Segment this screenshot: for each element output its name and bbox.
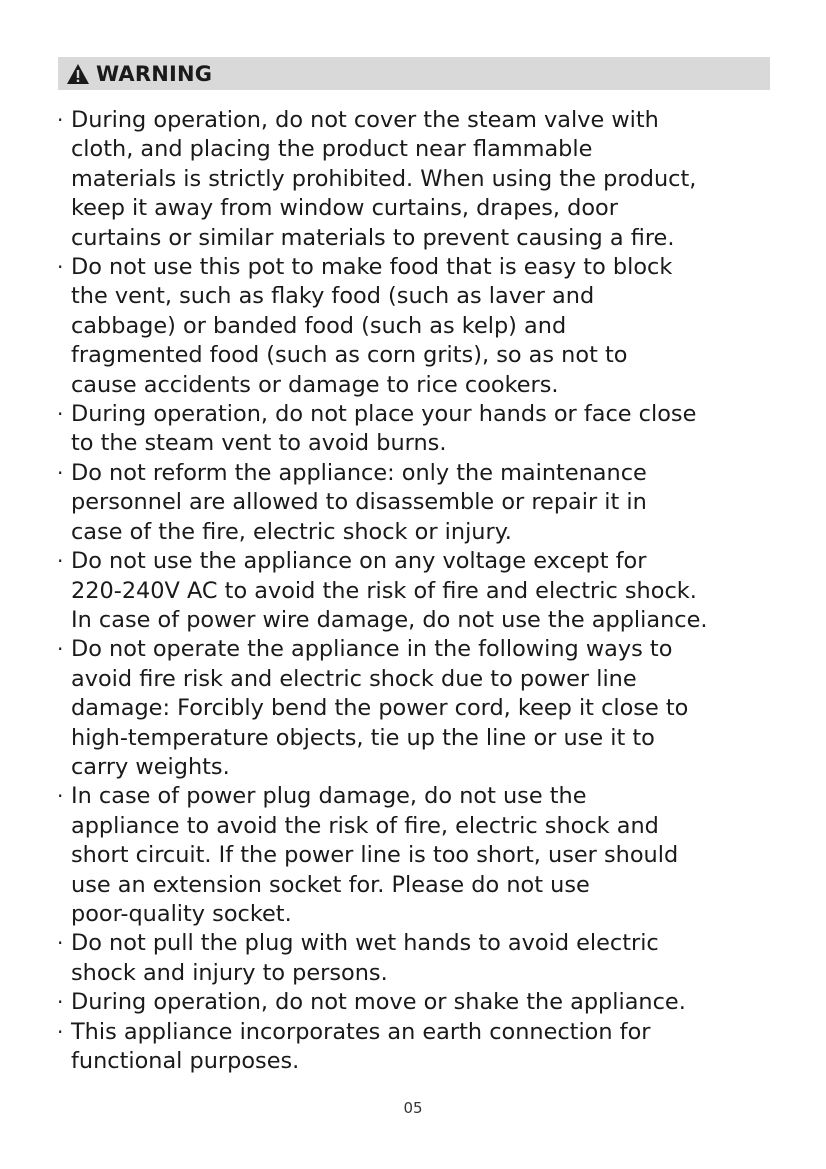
bullet-icon: · xyxy=(57,637,64,662)
list-item xyxy=(56,253,786,400)
list-item-text-line: In case of power plug damage, do not use the xyxy=(71,783,587,810)
bullet-icon: · xyxy=(57,549,64,574)
list-item-text-line: cloth, and placing the product near flammable xyxy=(71,136,593,163)
list-item-text-line: Do not operate the appliance in the following ways to xyxy=(71,636,673,663)
list-item-text-line: In case of power wire damage, do not use the appliance. xyxy=(71,606,708,633)
list-item-text-line: 220-240V AC to avoid the risk of fire and electric shock. xyxy=(71,577,697,604)
bullet-icon: · xyxy=(57,784,64,809)
list-item-text-line: cause accidents or damage to rice cookers. xyxy=(71,371,559,398)
list-item-text-line: appliance to avoid the risk of fire, electric shock and xyxy=(71,812,659,839)
list-item-text-line: personnel are allowed to disassemble or repair it in xyxy=(71,489,647,516)
list-item xyxy=(56,400,786,459)
list-item-text-line: to the steam vent to avoid burns. xyxy=(71,430,447,457)
list-item-text-line: Do not use the appliance on any voltage except for xyxy=(71,548,647,575)
list-item-text-line: damage: Forcibly bend the power cord, keep it close to xyxy=(71,695,689,722)
bullet-icon: · xyxy=(57,1019,64,1044)
list-item-text-line: materials is strictly prohibited. When using the product, xyxy=(71,165,697,192)
list-item-text-line: This appliance incorporates an earth connection for xyxy=(71,1018,651,1045)
bullet-icon: · xyxy=(57,108,64,132)
list-item-text-line: high-temperature objects, tie up the line or use it to xyxy=(71,724,655,751)
list-item-text-line: use an extension socket for. Please do not use xyxy=(71,871,590,898)
list-item-text-line: Do not pull the plug with wet hands to avoid electric xyxy=(71,930,659,957)
list-item xyxy=(56,988,786,1017)
list-item xyxy=(56,547,786,635)
list-item-text-line: poor-quality socket. xyxy=(71,900,292,927)
list-item-text-line: Do not use this pot to make food that is easy to block xyxy=(71,254,673,281)
list-item xyxy=(56,459,786,547)
list-item-text-line: avoid fire risk and electric shock due to power line xyxy=(71,665,637,692)
list-item xyxy=(56,782,786,929)
warning-header xyxy=(58,57,770,90)
list-item-text-line: carry weights. xyxy=(71,753,230,780)
bullet-icon: · xyxy=(57,402,64,427)
list-item-text-line: keep it away from window curtains, drapes, door xyxy=(71,195,618,222)
list-item-text-line: cabbage) or banded food (such as kelp) and xyxy=(71,312,567,339)
page-number: 05 xyxy=(403,1099,423,1117)
list-item-text-line: shock and injury to persons. xyxy=(71,959,388,986)
list-item xyxy=(56,1018,786,1077)
list-item-text-line: Do not reform the appliance: only the maintenance xyxy=(71,459,647,486)
bullet-icon: · xyxy=(57,255,64,280)
list-item-text-line: case of the fire, electric shock or injury. xyxy=(71,518,512,545)
list-item-text-line: the vent, such as flaky food (such as laver and xyxy=(71,283,595,310)
warning-triangle-icon xyxy=(66,63,90,85)
list-item xyxy=(56,929,786,988)
bullet-icon: · xyxy=(57,460,64,485)
warning-list xyxy=(56,106,786,1076)
list-item-text-line: curtains or similar materials to prevent causing a fire. xyxy=(71,224,675,251)
warning-title: WARNING xyxy=(96,61,213,86)
list-item-text-line: functional purposes. xyxy=(71,1048,300,1074)
list-item-text-line: fragmented food (such as corn grits), so as not to xyxy=(71,342,628,369)
list-item-text-line: During operation, do not move or shake the appliance. xyxy=(71,989,686,1016)
list-item-text-line: During operation, do not cover the steam valve with xyxy=(71,107,659,133)
list-item xyxy=(56,635,786,782)
list-item xyxy=(56,106,786,253)
bullet-icon: · xyxy=(57,931,64,956)
list-item-text-line: During operation, do not place your hands or face close xyxy=(71,401,697,428)
bullet-icon: · xyxy=(57,990,64,1015)
list-item-text-line: short circuit. If the power line is too short, user should xyxy=(71,842,679,869)
